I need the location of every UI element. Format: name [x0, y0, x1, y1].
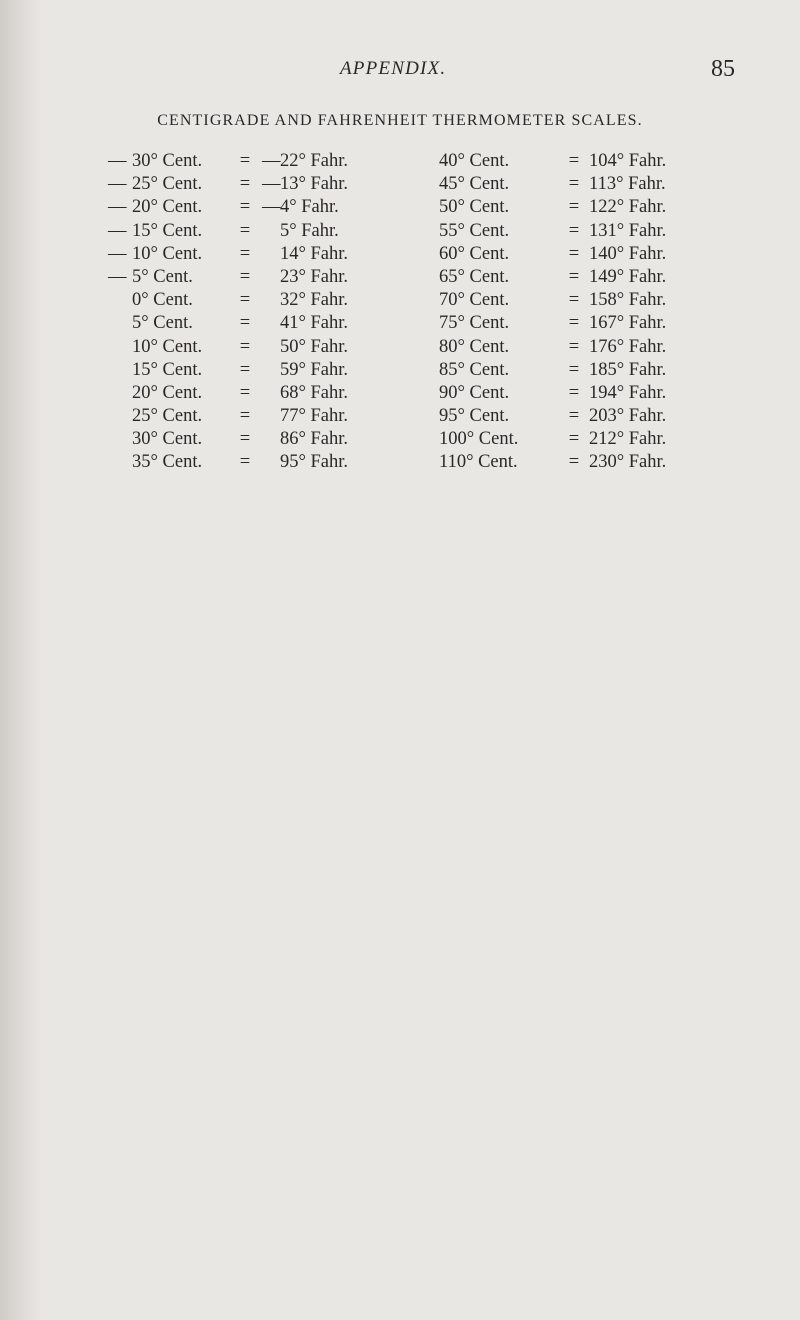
centigrade-value: 75° Cent.: [439, 313, 510, 334]
centigrade-value: 40° Cent.: [439, 151, 510, 171]
equals-sign: =: [568, 382, 580, 403]
centigrade-value: 15° Cent.: [132, 220, 203, 241]
equals-sign: =: [568, 266, 580, 287]
fahrenheit-value: 95° Fahr.: [280, 452, 349, 473]
centigrade-value: 95° Cent.: [439, 406, 510, 427]
running-title: APPENDIX.: [340, 58, 447, 79]
centigrade-value: 0° Cent.: [132, 290, 193, 311]
centigrade-value: 35° Cent.: [132, 452, 203, 473]
centigrade-sign: —: [108, 220, 127, 241]
fahrenheit-value: 230° Fahr.: [589, 452, 667, 473]
centigrade-value: 60° Cent.: [439, 243, 510, 264]
fahrenheit-value: 68° Fahr.: [280, 382, 349, 403]
equals-sign: =: [568, 220, 580, 241]
centigrade-value: 65° Cent.: [439, 266, 510, 287]
centigrade-value: 45° Cent.: [439, 174, 510, 195]
equals-sign: =: [239, 382, 251, 403]
fahrenheit-value: 32° Fahr.: [280, 290, 349, 311]
centigrade-value: 10° Cent.: [132, 243, 203, 264]
fahrenheit-sign: —: [262, 151, 281, 171]
fahrenheit-value: 22° Fahr.: [280, 151, 349, 171]
equals-sign: =: [239, 220, 251, 241]
fahrenheit-value: 194° Fahr.: [589, 382, 667, 403]
equals-sign: =: [239, 406, 251, 427]
equals-sign: =: [568, 452, 580, 473]
centigrade-sign: —: [108, 243, 127, 264]
centigrade-sign: —: [108, 151, 127, 171]
centigrade-sign: —: [108, 266, 127, 287]
centigrade-value: 110° Cent.: [439, 452, 518, 473]
equals-sign: =: [568, 197, 580, 218]
centigrade-value: 15° Cent.: [132, 359, 203, 380]
page-number: 85: [711, 56, 735, 82]
fahrenheit-sign: —: [262, 197, 281, 218]
table-title: CENTIGRADE AND FAHRENHEIT THERMOMETER SCALES.: [157, 112, 643, 129]
equals-sign: =: [568, 290, 580, 311]
equals-sign: =: [568, 359, 580, 380]
fahrenheit-value: 185° Fahr.: [589, 359, 667, 380]
fahrenheit-value: 122° Fahr.: [589, 197, 667, 218]
fahrenheit-value: 104° Fahr.: [589, 151, 667, 171]
centigrade-value: 25° Cent.: [132, 406, 203, 427]
fahrenheit-value: 13° Fahr.: [280, 174, 349, 195]
fahrenheit-value: 14° Fahr.: [280, 243, 349, 264]
fahrenheit-value: 131° Fahr.: [589, 220, 667, 241]
fahrenheit-sign: —: [262, 174, 281, 195]
centigrade-sign: —: [108, 174, 127, 195]
fahrenheit-value: 59° Fahr.: [280, 359, 349, 380]
fahrenheit-value: 23° Fahr.: [280, 266, 349, 287]
fahrenheit-value: 41° Fahr.: [280, 313, 349, 334]
equals-sign: =: [568, 406, 580, 427]
equals-sign: =: [239, 313, 251, 334]
centigrade-value: 50° Cent.: [439, 197, 510, 218]
equals-sign: =: [568, 313, 580, 334]
equals-sign: =: [568, 174, 580, 195]
equals-sign: =: [239, 243, 251, 264]
page-spine-shadow: [0, 0, 42, 1320]
fahrenheit-value: 212° Fahr.: [589, 429, 667, 450]
equals-sign: =: [568, 429, 580, 450]
centigrade-sign: —: [108, 197, 127, 218]
centigrade-value: 100° Cent.: [439, 429, 519, 450]
centigrade-value: 25° Cent.: [132, 174, 203, 195]
centigrade-value: 90° Cent.: [439, 382, 510, 403]
fahrenheit-value: 77° Fahr.: [280, 406, 349, 427]
fahrenheit-value: 149° Fahr.: [589, 266, 667, 287]
equals-sign: =: [239, 359, 251, 380]
running-head: [0, 58, 800, 88]
centigrade-value: 5° Cent.: [132, 313, 193, 334]
fahrenheit-value: 203° Fahr.: [589, 406, 667, 427]
equals-sign: =: [568, 336, 580, 357]
equals-sign: =: [239, 452, 251, 473]
equals-sign: =: [568, 243, 580, 264]
centigrade-value: 20° Cent.: [132, 197, 203, 218]
equals-sign: =: [239, 151, 251, 171]
equals-sign: =: [239, 266, 251, 287]
equals-sign: =: [568, 151, 580, 171]
fahrenheit-value: 86° Fahr.: [280, 429, 349, 450]
fahrenheit-value: 5° Fahr.: [280, 220, 339, 241]
centigrade-value: 80° Cent.: [439, 336, 510, 357]
centigrade-value: 5° Cent.: [132, 266, 193, 287]
equals-sign: =: [239, 197, 251, 218]
fahrenheit-value: 176° Fahr.: [589, 336, 667, 357]
fahrenheit-value: 4° Fahr.: [280, 197, 339, 218]
equals-sign: =: [239, 290, 251, 311]
fahrenheit-value: 50° Fahr.: [280, 336, 349, 357]
centigrade-value: 70° Cent.: [439, 290, 510, 311]
equals-sign: =: [239, 336, 251, 357]
centigrade-value: 30° Cent.: [132, 151, 203, 171]
fahrenheit-value: 158° Fahr.: [589, 290, 667, 311]
equals-sign: =: [239, 429, 251, 450]
centigrade-value: 55° Cent.: [439, 220, 510, 241]
fahrenheit-value: 140° Fahr.: [589, 243, 667, 264]
centigrade-value: 85° Cent.: [439, 359, 510, 380]
centigrade-value: 30° Cent.: [132, 429, 203, 450]
fahrenheit-value: 113° Fahr.: [589, 174, 666, 195]
centigrade-value: 10° Cent.: [132, 336, 203, 357]
fahrenheit-value: 167° Fahr.: [589, 313, 667, 334]
centigrade-value: 20° Cent.: [132, 382, 203, 403]
equals-sign: =: [239, 174, 251, 195]
